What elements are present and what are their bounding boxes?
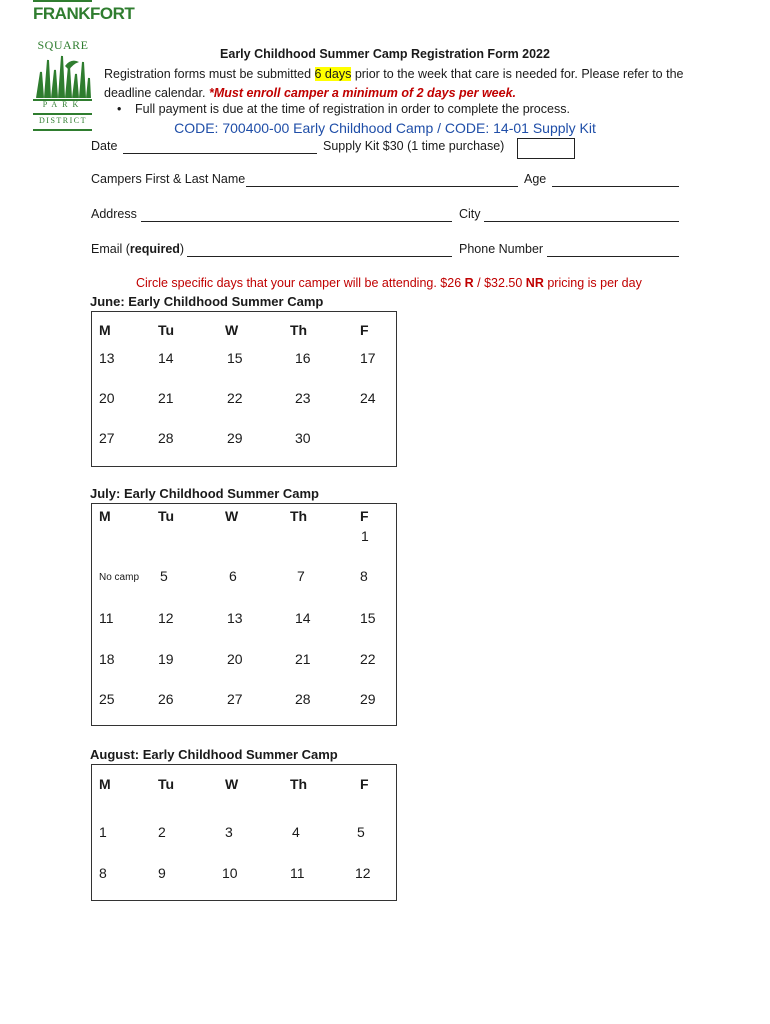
supply-kit-checkbox[interactable] [517, 138, 575, 159]
calendar-day[interactable]: 27 [227, 691, 243, 707]
intro-paragraph [104, 65, 694, 103]
weekday-header: Tu [158, 508, 175, 524]
calendar-day[interactable]: 9 [158, 865, 166, 881]
calendar-day[interactable]: 28 [158, 430, 174, 446]
payment-text: Full payment is due at the time of registration in order to complete the process. [135, 102, 570, 116]
calendar-day[interactable]: 21 [295, 651, 311, 667]
weekday-header: F [360, 322, 369, 338]
calendar-day[interactable]: 5 [160, 568, 168, 584]
logo-text-square: SQUARE [37, 38, 89, 52]
logo-text-frankfort: FRANKFORT [33, 4, 135, 23]
calendar-day[interactable]: 4 [292, 824, 300, 840]
weekday-header: Tu [158, 322, 175, 338]
calendar-day[interactable]: 22 [360, 651, 376, 667]
calendar-day[interactable]: 21 [158, 390, 174, 406]
address-field[interactable] [141, 221, 452, 222]
calendar-day[interactable]: 17 [360, 350, 376, 366]
july-title: July: Early Childhood Summer Camp [90, 486, 319, 501]
calendar-day[interactable]: 28 [295, 691, 311, 707]
june-calendar [91, 311, 397, 467]
calendar-day[interactable]: 6 [229, 568, 237, 584]
july-calendar [91, 503, 397, 726]
weekday-header: Th [290, 322, 308, 338]
weekday-header: F [360, 508, 369, 524]
calendar-day[interactable]: 5 [357, 824, 365, 840]
calendar-day[interactable]: 1 [99, 824, 107, 840]
weekday-header: M [99, 776, 111, 792]
calendar-day[interactable]: 16 [295, 350, 311, 366]
age-label: Age [524, 172, 547, 186]
calendar-day[interactable]: 12 [355, 865, 371, 881]
august-calendar [91, 764, 397, 901]
calendar-day[interactable]: 8 [360, 568, 368, 584]
pricing-notice [136, 276, 770, 290]
weekday-header: Th [290, 776, 308, 792]
calendar-day[interactable]: 29 [227, 430, 243, 446]
logo-text-park: PARK [42, 100, 84, 109]
bullet-icon: • [117, 102, 122, 116]
calendar-day[interactable]: 26 [158, 691, 174, 707]
camper-name-field[interactable] [246, 186, 518, 187]
program-code: CODE: 700400-00 Early Childhood Camp / CODE: 14-01 Supply Kit [174, 120, 596, 136]
email-field[interactable] [187, 256, 452, 257]
calendar-day[interactable]: 15 [360, 610, 376, 626]
date-field[interactable] [123, 153, 317, 154]
calendar-day[interactable]: 8 [99, 865, 107, 881]
email-label-text: Email ( [91, 242, 130, 256]
june-title: June: Early Childhood Summer Camp [90, 294, 324, 309]
calendar-day[interactable]: 18 [99, 651, 115, 667]
calendar-day[interactable]: 13 [99, 350, 115, 366]
calendar-day[interactable]: 25 [99, 691, 115, 707]
weekday-header: W [225, 776, 239, 792]
weekday-header: Tu [158, 776, 175, 792]
park-district-logo [33, 0, 135, 132]
calendar-day[interactable]: 29 [360, 691, 376, 707]
calendar-day[interactable]: 14 [295, 610, 311, 626]
calendar-day[interactable]: 3 [225, 824, 233, 840]
calendar-day[interactable]: 7 [297, 568, 305, 584]
logo-lower-bar [33, 113, 92, 115]
notice-post: pricing is per day [543, 276, 642, 290]
calendar-day[interactable]: 20 [227, 651, 243, 667]
date-label: Date [91, 139, 118, 153]
calendar-day[interactable]: 2 [158, 824, 166, 840]
notice-mid: / $32.50 [473, 276, 526, 290]
weekday-header: W [225, 322, 239, 338]
nonresident-marker: NR [525, 276, 544, 290]
august-title: August: Early Childhood Summer Camp [90, 747, 338, 762]
calendar-day[interactable]: 13 [227, 610, 243, 626]
city-label: City [459, 207, 481, 221]
calendar-day[interactable]: 24 [360, 390, 376, 406]
calendar-day[interactable]: 22 [227, 390, 243, 406]
calendar-day[interactable]: 27 [99, 430, 115, 446]
email-label [91, 242, 184, 256]
supply-kit-label: Supply Kit $30 (1 time purchase) [323, 139, 505, 153]
calendar-day[interactable]: 14 [158, 350, 174, 366]
age-field[interactable] [552, 186, 679, 187]
address-label: Address [91, 207, 137, 221]
resident-marker: R [464, 276, 474, 290]
calendar-day[interactable]: 19 [158, 651, 174, 667]
form-title: Early Childhood Summer Camp Registration Form 2022 [220, 47, 550, 61]
email-label-close: ) [179, 242, 185, 256]
weekday-header: M [99, 322, 111, 338]
calendar-day[interactable]: 10 [222, 865, 238, 881]
weekday-header: W [225, 508, 239, 524]
weekday-header: Th [290, 508, 308, 524]
minimum-days-warning: *Must enroll camper a minimum of 2 days per week. [208, 86, 516, 100]
calendar-day[interactable]: 11 [99, 610, 114, 626]
logo-text-district: DISTRICT [39, 116, 87, 125]
intro-text-continued: prior to the week that care is needed for. Please refer to the deadline calendar. [104, 67, 684, 100]
highlighted-days: 6 days [314, 67, 352, 81]
no-camp-label: No camp [99, 572, 140, 583]
phone-label: Phone Number [459, 242, 544, 256]
email-required-text: required [129, 242, 180, 256]
phone-field[interactable] [547, 256, 679, 257]
payment-bullet [117, 102, 570, 116]
calendar-day[interactable]: 12 [158, 610, 174, 626]
calendar-day[interactable]: 20 [99, 390, 115, 406]
intro-text: Registration forms must be submitted [104, 67, 315, 81]
logo-top-bar [33, 0, 92, 2]
calendar-day[interactable]: 1 [361, 528, 369, 544]
city-field[interactable] [484, 221, 679, 222]
calendar-day[interactable]: 30 [295, 430, 311, 446]
notice-text: Circle specific days that your camper will be attending. $26 [136, 276, 465, 290]
camper-name-label: Campers First & Last Name [91, 172, 246, 186]
weekday-header: F [360, 776, 369, 792]
calendar-day[interactable]: 23 [295, 390, 311, 406]
calendar-day[interactable]: 15 [227, 350, 243, 366]
weekday-header: M [99, 508, 111, 524]
calendar-day[interactable]: 11 [290, 865, 305, 881]
